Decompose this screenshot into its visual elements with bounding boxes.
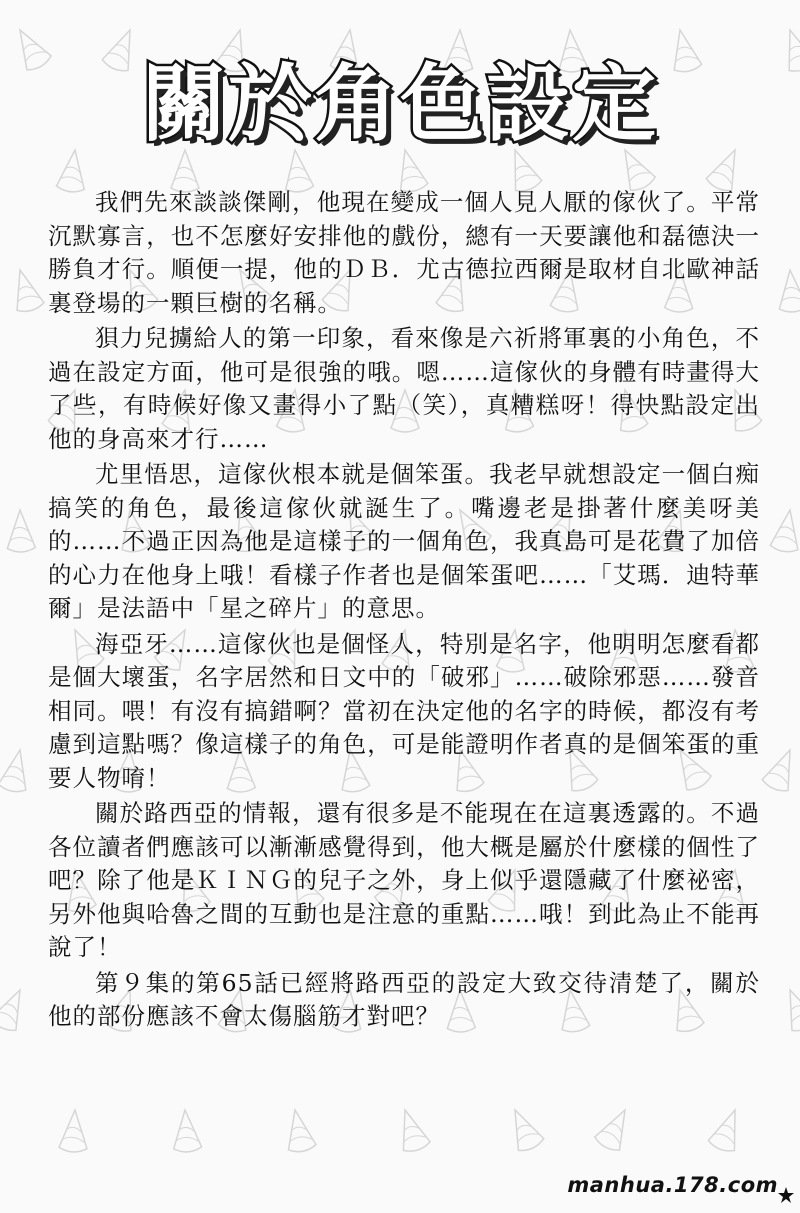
paragraph-4: 海亞牙……這傢伙也是個怪人，特別是名字，他明明怎麼看都是個大壞蛋，名字居然和日文中的「破邪」……破除邪惡……發音相同。喂！有沒有搞錯啊？當初在決定他的名字的時候，都沒有考慮到這點嗎？像這樣子的角色，可是能證明作者真的是個笨蛋的重要人物唷！ (48, 629, 760, 792)
star-icon (778, 1187, 794, 1203)
paragraph-6: 第９集的第65話已經將路西亞的設定大致交待清楚了，關於他的部份應該不會太傷腦筋才對吧？ (48, 968, 760, 1030)
paragraph-2: 狽力兒擄給人的第一印象，看來像是六祈將軍裏的小角色，不過在設定方面，他可是很強的哦。嗯……這傢伙的身體有時畫得大了些，有時候好像又畫得小了點（笑），真糟糕呀！得快點設定出他的身高來才行…… (48, 324, 760, 453)
paragraph-3: 尤里悟思，這傢伙根本就是個笨蛋。我老早就想設定一個白痴搞笑的角色，最後這傢伙就誕生了。嘴邊老是掛著什麼美呀美的……不過正因為他是這樣子的一個角色，我真島可是花費了加倍的心力在他身上哦！看樣子作者也是個笨蛋吧……「艾瑪．迪特華爾」是法語中「星之碎片」的意思。 (48, 460, 760, 622)
paragraph-5: 關於路西亞的情報，還有很多是不能現在在這裏透露的。不過各位讀者們應該可以漸漸感覺得到，他大概是屬於什麼樣的個性了吧？除了他是ＫＩＮＧ的兒子之外，身上似乎還隱藏了什麼祕密，另外他與哈魯之間的互動也是注意的重點……哦！到此為止不能再說了！ (48, 799, 760, 961)
paragraph-1: 我們先來談談傑剛，他現在變成一個人見人厭的傢伙了。平常沉默寡言，也不怎麼好安排他的戲份，總有一天要讓他和磊德決一勝負才行。順便一提，他的ＤＢ．尤古德拉西爾是取材自北歐神話裏登場的一顆巨樹的名稱。 (48, 188, 760, 317)
watermark-text: manhua.178.com (567, 1173, 778, 1197)
page-title: 關於角色設定 (141, 55, 658, 153)
body-text (48, 186, 760, 1034)
